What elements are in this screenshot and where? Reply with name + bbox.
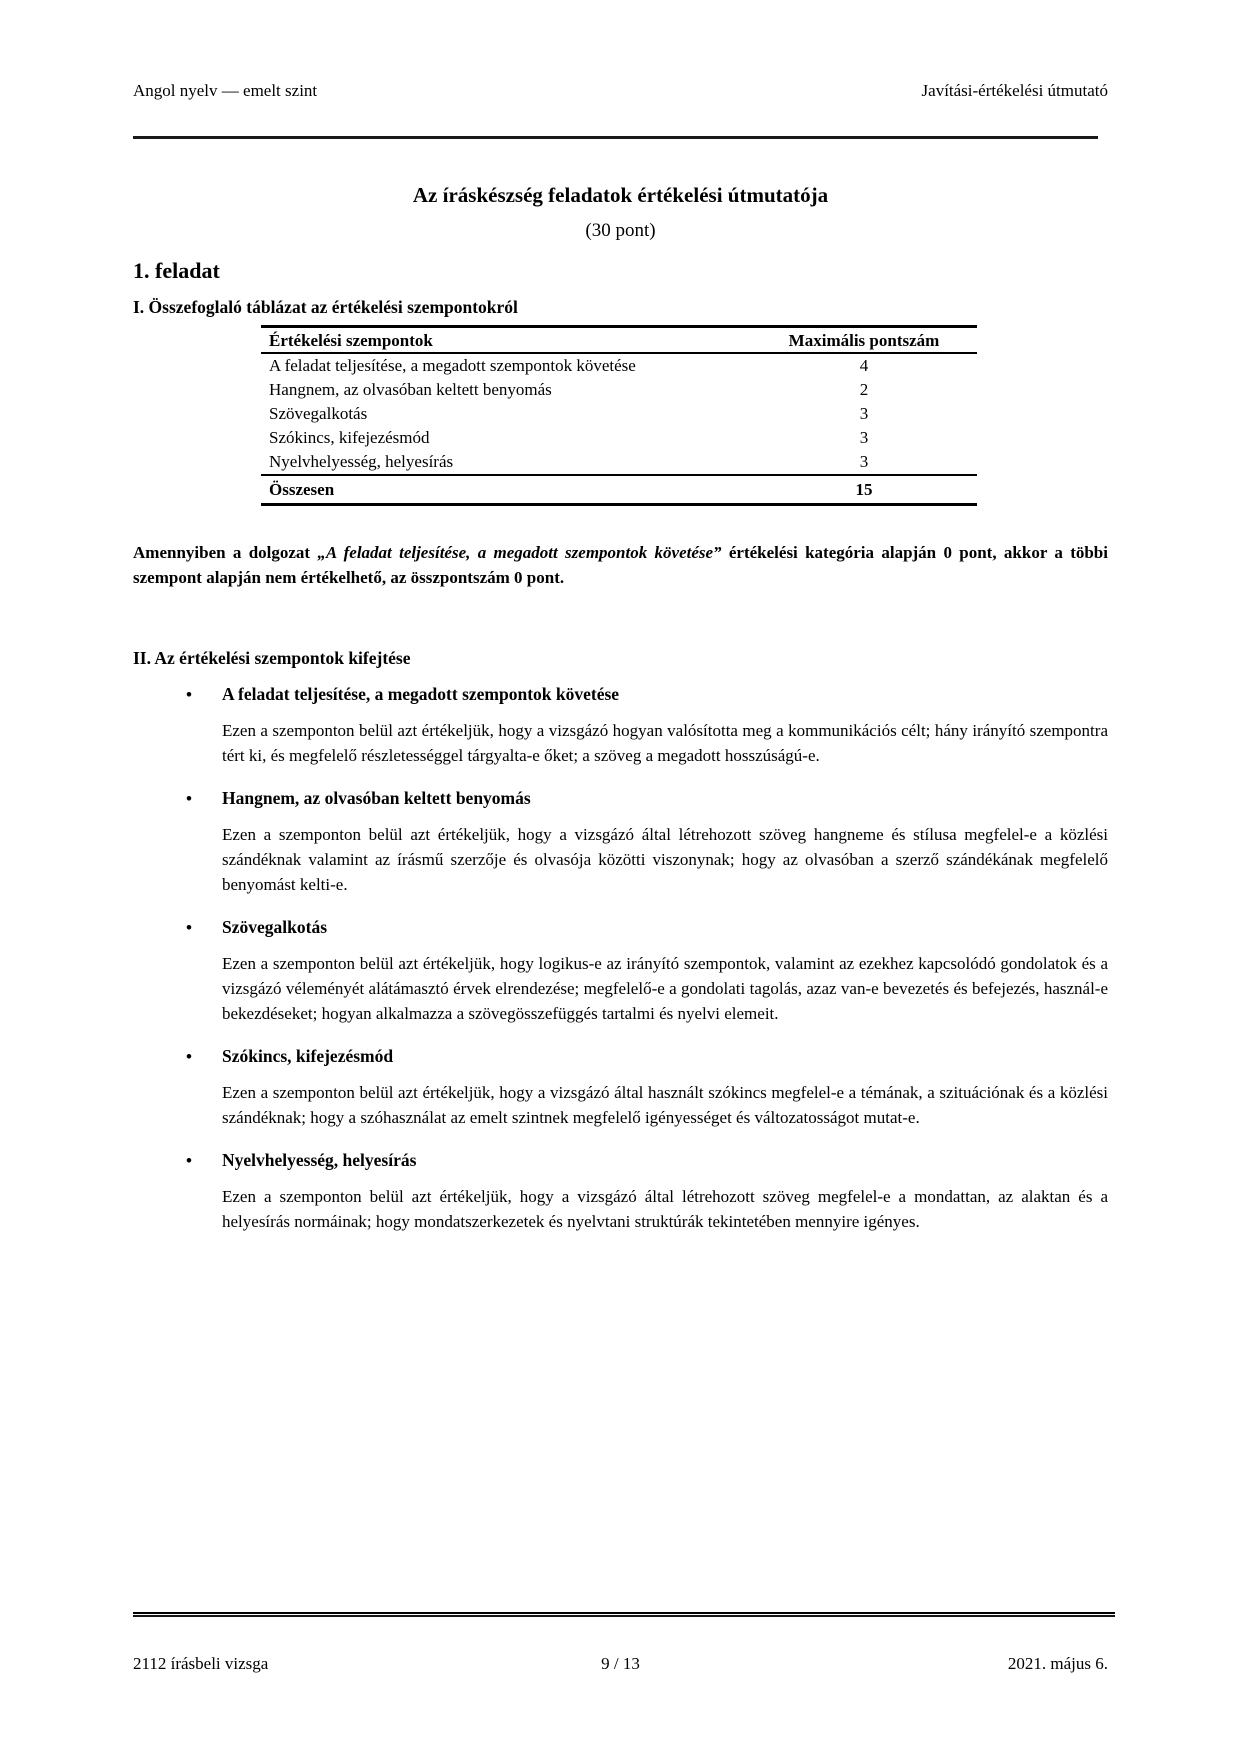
column-header-criteria: Értékelési szempontok	[269, 331, 433, 350]
criterion-title: Szókincs, kifejezésmód	[222, 1046, 394, 1066]
table-row	[261, 353, 977, 378]
bullet-icon: •	[186, 1151, 192, 1170]
document-body	[133, 0, 1108, 1234]
section1-heading: I. Összefoglaló táblázat az értékelési szempontokról	[133, 297, 518, 317]
criterion-item	[133, 915, 1108, 1026]
task-heading: 1. feladat	[133, 258, 220, 283]
criterion-title: Nyelvhelyesség, helyesírás	[222, 1150, 417, 1170]
zero-point-note	[133, 540, 1108, 590]
criterion-item	[133, 1044, 1108, 1130]
footer-page-number: 9 / 13	[601, 1654, 640, 1673]
criterion-points: 2	[859, 380, 869, 399]
criterion-points: 4	[859, 356, 869, 375]
document-title: Az íráskészség feladatok értékelési útmutatója	[412, 183, 829, 207]
criterion-label: Hangnem, az olvasóban keltett benyomás	[269, 380, 552, 399]
criterion-item	[133, 682, 1108, 768]
footer-rule	[133, 1612, 1115, 1617]
criterion-label: Szövegalkotás	[269, 404, 368, 423]
criterion-item	[133, 1148, 1108, 1234]
criterion-title: Hangnem, az olvasóban keltett benyomás	[222, 788, 531, 808]
total-points: 15	[855, 480, 873, 499]
table-row	[261, 402, 977, 426]
note-text-prefix: Amennyiben a dolgozat	[133, 543, 318, 562]
note-quoted-criterion: „A feladat teljesítése, a megadott szempontok követése”	[317, 543, 722, 562]
criterion-label: A feladat teljesítése, a megadott szempontok követése	[269, 356, 636, 375]
total-label: Összesen	[269, 480, 335, 499]
criterion-description: Ezen a szemponton belül azt értékeljük, hogy a vizsgázó által létrehozott szöveg megfelel-e a mondattan, az alaktan és a helyesírás normáinak; hogy mondatszerkezetek és nyelvtani struktúrák tekintetében mennyire igényes.	[222, 1187, 1108, 1231]
note-text-suffix: értékelési kategória alapján 0 pont, akkor a többi szempont alapján nem értékelhető, az összpontszám 0 pont.	[133, 543, 1108, 587]
table-row	[261, 378, 977, 402]
column-header-max-points: Maximális pontszám	[788, 331, 940, 350]
table-row	[261, 450, 977, 475]
criterion-points: 3	[859, 452, 869, 471]
bullet-icon: •	[186, 685, 192, 704]
criterion-title: A feladat teljesítése, a megadott szempontok követése	[222, 684, 620, 704]
criterion-description: Ezen a szemponton belül azt értékeljük, hogy a vizsgázó által létrehozott szöveg hangneme és stílusa megfelel-e a közlési szándéknak valamint az írásmű szerzője és olvasója közötti viszonynak; hogy az olvasóban a szerző szándékának megfelelő benyomást kelti-e.	[222, 825, 1108, 894]
criterion-label: Nyelvhelyesség, helyesírás	[269, 452, 454, 471]
document-subtitle: (30 pont)	[585, 220, 656, 241]
bullet-icon: •	[186, 918, 192, 937]
header-doc-type: Javítási-értékelési útmutató	[921, 81, 1108, 100]
criterion-description: Ezen a szemponton belül azt értékeljük, hogy logikus-e az irányító szempontok, valamint az ezekhez kapcsolódó gondolatok és a vizsgázó véleményét alátámasztó érvek elrendezése; megfelelő-e a gondolati tagolás, azaz van-e bevezetés és befejezés, használ-e bekezdéseket; hogyan alkalmazza a szövegösszefüggés tartalmi és nyelvi elemeit.	[222, 954, 1108, 1023]
criterion-points: 3	[859, 404, 869, 423]
criterion-points: 3	[859, 428, 869, 447]
footer-date: 2021. május 6.	[1007, 1654, 1108, 1673]
criterion-description: Ezen a szemponton belül azt értékeljük, hogy a vizsgázó hogyan valósította meg a kommunikációs célt; hány irányító szempontra tért ki, és megfelelő részletességgel tárgyalta-e őket; a szöveg a megadott hosszúságú-e.	[222, 721, 1108, 765]
criterion-label: Szókincs, kifejezésmód	[269, 428, 430, 447]
footer-exam-code: 2112 írásbeli vizsga	[133, 1654, 269, 1673]
criterion-title: Szövegalkotás	[222, 917, 327, 937]
criterion-description: Ezen a szemponton belül azt értékeljük, hogy a vizsgázó által használt szókincs megfelel-e a témának, a szituációnak és a közlési szándéknak; hogy a szóhasználat az emelt szintnek megfelelő igényességet és változatosságot mutat-e.	[222, 1083, 1108, 1127]
table-header-row	[261, 327, 977, 354]
criteria-summary-table	[261, 325, 977, 506]
criterion-item	[133, 786, 1108, 897]
section2-heading: II. Az értékelési szempontok kifejtése	[133, 648, 411, 668]
bullet-icon: •	[186, 789, 192, 808]
header-subject: Angol nyelv — emelt szint	[133, 81, 318, 100]
bullet-icon: •	[186, 1047, 192, 1066]
table-total-row	[261, 475, 977, 505]
table-row	[261, 426, 977, 450]
